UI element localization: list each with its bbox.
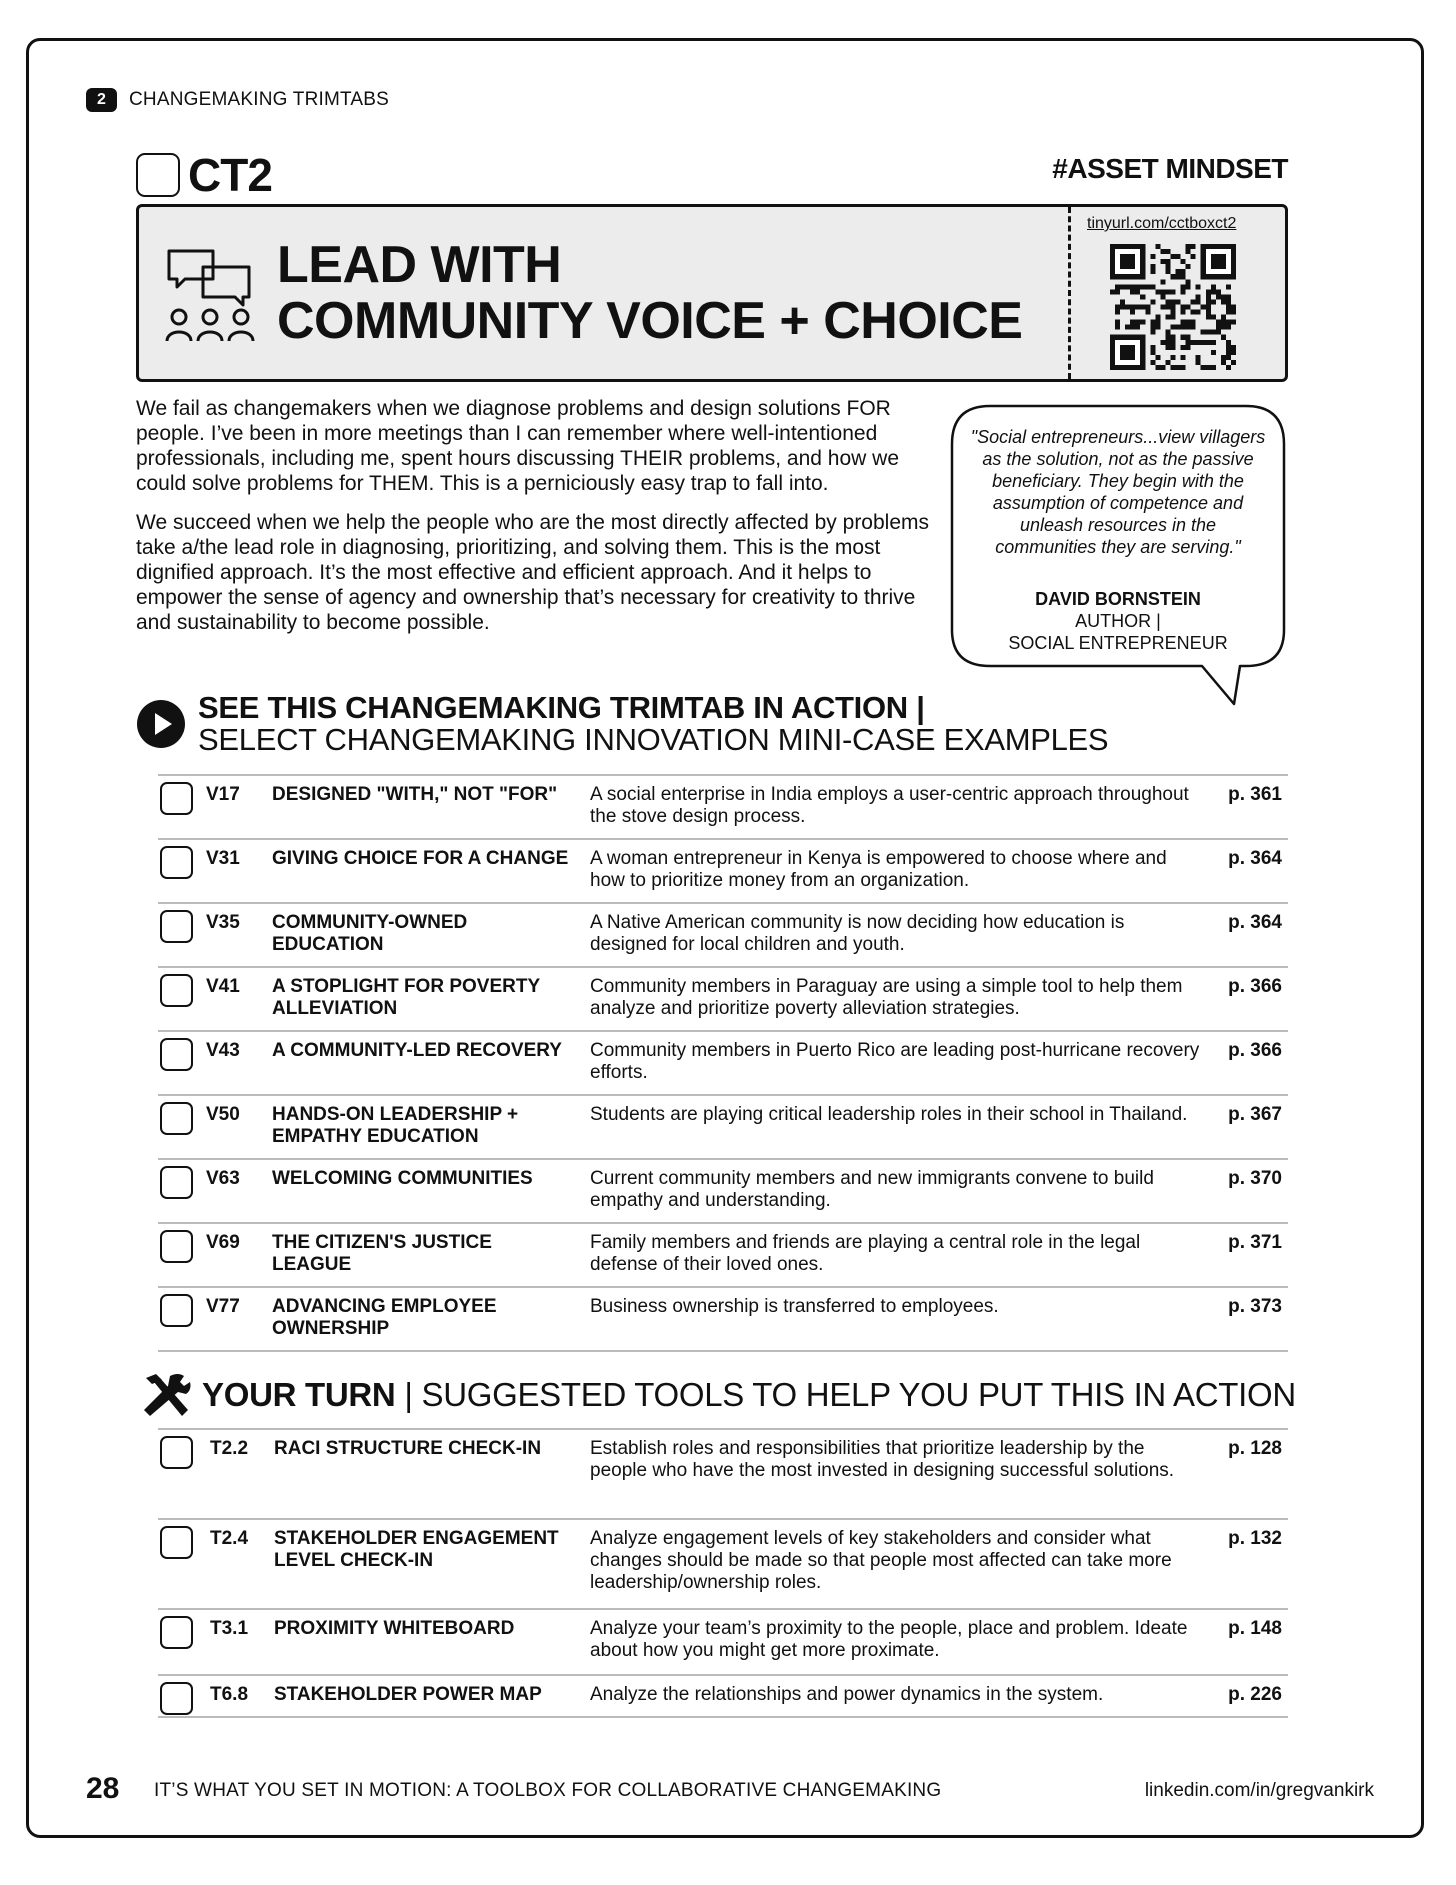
row-description: Community members in Puerto Rico are leading post-hurricane recovery efforts.: [590, 1040, 1200, 1083]
row-checkbox[interactable]: [160, 1294, 193, 1327]
card-title: [277, 237, 1022, 349]
row-description: Family members and friends are playing a central role in the legal defense of their loved ones.: [590, 1232, 1141, 1275]
footer-book-title: IT’S WHAT YOU SET IN MOTION: A TOOLBOX FOR COLLABORATIVE CHANGEMAKING: [154, 1780, 942, 1801]
intro-paragraph-2: We succeed when we help the people who are the most directly affected by problems take a/the lead role in diagnosing, prioritizing, and solving them. This is the most dignified approach. It’s the most effective and efficient approach. And it helps to empower the sense of agency and ownership that’s necessary for creativity to thrive and sustainability to become possible.: [136, 511, 930, 634]
row-checkbox[interactable]: [160, 1616, 193, 1649]
tools-table: [158, 1428, 1288, 1718]
row-title: A STOPLIGHT FOR POVERTY ALLEVIATION: [272, 976, 540, 1019]
table-row: [158, 1096, 1288, 1160]
row-title: THE CITIZEN'S JUSTICE LEAGUE: [272, 1232, 492, 1275]
table-row: [158, 904, 1288, 968]
row-page: p. 128: [1228, 1438, 1282, 1459]
row-code: V50: [206, 1104, 240, 1125]
row-checkbox[interactable]: [160, 1436, 193, 1469]
play-icon: [136, 699, 186, 749]
row-title: RACI STRUCTURE CHECK-IN: [274, 1438, 542, 1459]
row-description: Analyze your team’s proximity to the people, place and problem. Ideate about how you might get more proximate.: [590, 1618, 1188, 1661]
row-code: V43: [206, 1040, 240, 1061]
qr-url-link[interactable]: tinyurl.com/cctboxct2: [1087, 215, 1237, 232]
intro-text: [136, 396, 936, 649]
row-page: p. 373: [1228, 1296, 1282, 1317]
examples-section-title: [198, 692, 1108, 756]
quote-author-name: DAVID BORNSTEIN: [1035, 589, 1201, 609]
row-code: V77: [206, 1296, 240, 1317]
tools-icon: [140, 1372, 192, 1418]
row-title: DESIGNED "WITH," NOT "FOR": [272, 784, 558, 805]
quote-author-role-1: AUTHOR |: [1075, 611, 1161, 631]
row-description: Business ownership is transferred to employees.: [590, 1296, 999, 1317]
row-page: p. 366: [1228, 1040, 1282, 1061]
row-page: p. 364: [1228, 848, 1282, 869]
row-code: V17: [206, 784, 240, 805]
row-code: T6.8: [210, 1684, 249, 1705]
row-title: STAKEHOLDER ENGAGEMENT LEVEL CHECK-IN: [274, 1528, 559, 1571]
row-description: Analyze engagement levels of key stakeholders and consider what changes should be made so that people most affected can take more leadership/ownership roles.: [590, 1528, 1172, 1593]
row-title: A COMMUNITY-LED RECOVERY: [272, 1040, 562, 1061]
title-banner: [136, 204, 1288, 382]
row-description: A woman entrepreneur in Kenya is empowered to choose where and how to prioritize money from an organization.: [590, 848, 1167, 891]
tools-title-regular: | SUGGESTED TOOLS TO HELP YOU PUT THIS IN ACTION: [404, 1376, 1296, 1413]
table-row: [158, 1610, 1288, 1676]
row-page: p. 226: [1228, 1684, 1282, 1705]
row-description: Community members in Paraguay are using a simple tool to help them analyze and prioritize poverty alleviation strategies.: [590, 976, 1183, 1019]
tools-title-bold: YOUR TURN: [202, 1376, 396, 1413]
table-row: [158, 1160, 1288, 1224]
card-code-text: CT2: [188, 149, 272, 201]
row-page: p. 371: [1228, 1232, 1282, 1253]
table-row: [158, 1676, 1288, 1718]
chapter-number-badge: 2: [86, 88, 117, 112]
card-checkbox[interactable]: [136, 153, 180, 197]
row-code: V69: [206, 1232, 240, 1253]
community-voice-icon: [163, 245, 257, 345]
card-code: [136, 148, 272, 202]
row-page: p. 364: [1228, 912, 1282, 933]
row-page: p. 370: [1228, 1168, 1282, 1189]
table-row: [158, 776, 1288, 840]
table-row: [158, 1288, 1288, 1352]
row-code: V31: [206, 848, 240, 869]
row-description: Analyze the relationships and power dynamics in the system.: [590, 1684, 1104, 1705]
row-description: Current community members and new immigrants convene to build empathy and understanding.: [590, 1168, 1154, 1211]
card-title-line1: LEAD WITH: [277, 236, 562, 294]
row-checkbox[interactable]: [160, 1038, 193, 1071]
examples-table: [158, 774, 1288, 1352]
row-title: PROXIMITY WHITEBOARD: [274, 1618, 515, 1639]
quote-text: "Social entrepreneurs...view villagers as the solution, not as the passive beneficiary. They begin with the assumption of competence and unleash resources in the communities they are serving.": [970, 427, 1266, 557]
page-number: 28: [86, 1772, 120, 1805]
intro-paragraph-1: We fail as changemakers when we diagnose problems and design solutions FOR people. I’ve been in more meetings than I can remember where well-intentioned professionals, including me, spent hours discussing THEIR problems, and how we could solve problems for THEM. This is a perniciously easy trap to fall into.: [136, 397, 899, 495]
row-title: WELCOMING COMMUNITIES: [272, 1168, 533, 1189]
qr-code[interactable]: [1110, 244, 1236, 370]
examples-section-header: [136, 692, 1108, 756]
row-code: T3.1: [210, 1618, 249, 1639]
row-description: A Native American community is now deciding how education is designed for local children and youth.: [590, 912, 1125, 955]
row-description: Students are playing critical leadership roles in their school in Thailand.: [590, 1104, 1188, 1125]
row-title: STAKEHOLDER POWER MAP: [274, 1684, 542, 1705]
row-checkbox[interactable]: [160, 782, 193, 815]
examples-title-regular: SELECT CHANGEMAKING INNOVATION MINI-CASE EXAMPLES: [198, 722, 1109, 757]
row-checkbox[interactable]: [160, 846, 193, 879]
row-checkbox[interactable]: [160, 1166, 193, 1199]
row-checkbox[interactable]: [160, 974, 193, 1007]
footer-link[interactable]: linkedin.com/in/gregvankirk: [1144, 1780, 1374, 1801]
chapter-label: CHANGEMAKING TRIMTABS: [129, 89, 390, 110]
row-title: COMMUNITY-OWNED EDUCATION: [272, 912, 468, 955]
row-code: T2.2: [210, 1438, 249, 1459]
row-page: p. 367: [1228, 1104, 1282, 1125]
row-code: V63: [206, 1168, 240, 1189]
tools-section-header: [140, 1372, 1296, 1418]
row-page: p. 148: [1228, 1618, 1282, 1639]
card-title-line2: COMMUNITY VOICE + CHOICE: [277, 292, 1023, 350]
row-title: ADVANCING EMPLOYEE OWNERSHIP: [272, 1296, 497, 1339]
row-code: V35: [206, 912, 240, 933]
chapter-header: [86, 88, 389, 112]
quote-attribution: [968, 588, 1268, 654]
row-description: Establish roles and responsibilities that prioritize leadership by the people who have the most invested in designing successful solutions.: [590, 1438, 1175, 1481]
table-row: [158, 840, 1288, 904]
quote-bubble: [950, 404, 1286, 708]
row-checkbox[interactable]: [160, 1682, 193, 1715]
row-checkbox[interactable]: [160, 1526, 193, 1559]
banner-divider: [1068, 207, 1071, 379]
table-row: [158, 1430, 1288, 1520]
row-page: p. 361: [1228, 784, 1282, 805]
row-checkbox[interactable]: [160, 1102, 193, 1135]
row-code: V41: [206, 976, 240, 997]
row-page: p. 366: [1228, 976, 1282, 997]
row-description: A social enterprise in India employs a user-centric approach throughout the stove design process.: [590, 784, 1189, 827]
examples-title-bold: SEE THIS CHANGEMAKING TRIMTAB IN ACTION |: [198, 690, 925, 725]
table-row: [158, 968, 1288, 1032]
row-code: T2.4: [210, 1528, 249, 1549]
row-title: HANDS-ON LEADERSHIP + EMPATHY EDUCATION: [272, 1104, 519, 1147]
tools-section-title: [202, 1376, 1296, 1414]
table-row: [158, 1520, 1288, 1610]
quote-author-role-2: SOCIAL ENTREPRENEUR: [1008, 633, 1228, 653]
table-row: [158, 1224, 1288, 1288]
table-row: [158, 1032, 1288, 1096]
row-checkbox[interactable]: [160, 910, 193, 943]
row-checkbox[interactable]: [160, 1230, 193, 1263]
row-title: GIVING CHOICE FOR A CHANGE: [272, 848, 569, 869]
row-page: p. 132: [1228, 1528, 1282, 1549]
hashtag: #ASSET MINDSET: [1052, 153, 1288, 184]
